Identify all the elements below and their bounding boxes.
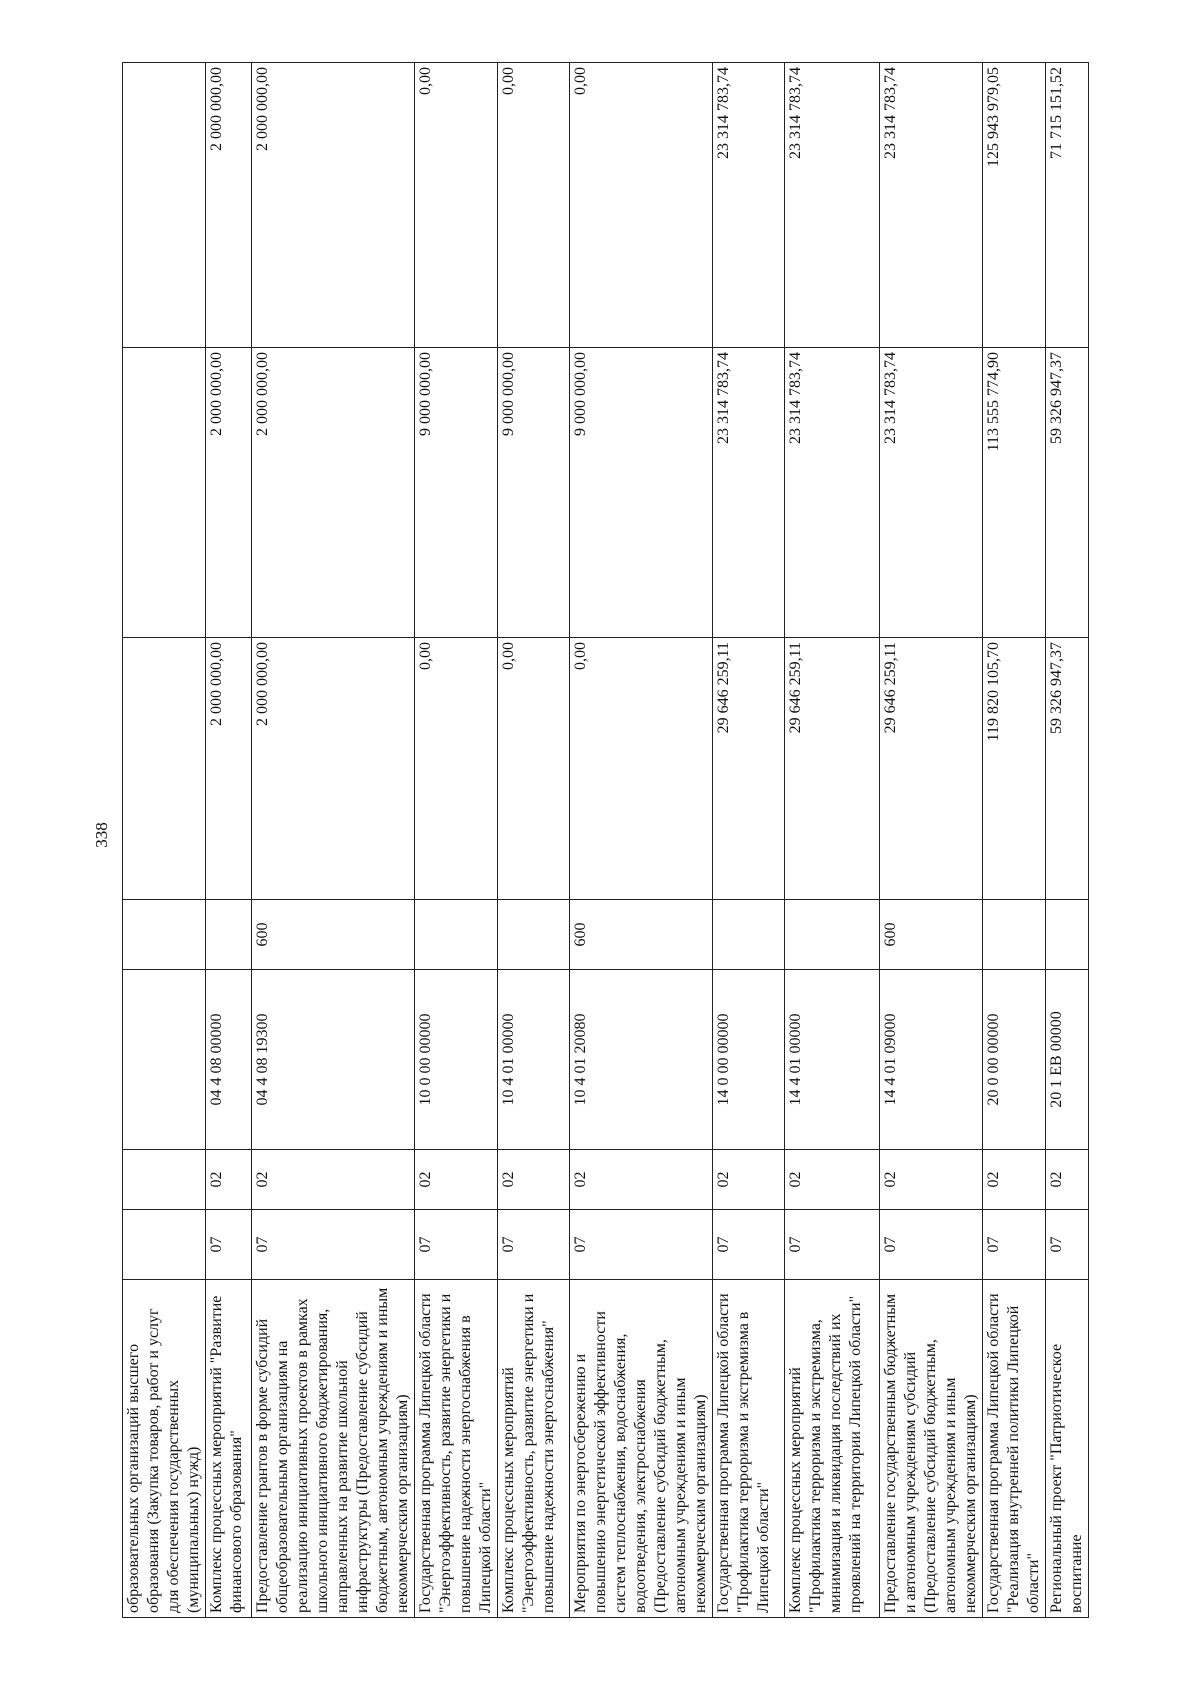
row-amount-year2: 23 314 783,74 (713, 348, 785, 638)
row-section-code: 02 (983, 1150, 1046, 1210)
row-target-article (123, 970, 206, 1150)
row-ved-code: 07 (880, 1210, 983, 1280)
row-name: образовательных организаций высшего образования (Закупка товаров, работ и услуг для обеспечения государственных (муниципальных) нужд) (123, 1280, 206, 1618)
row-amount-year1: 0,00 (498, 638, 570, 900)
row-amount-year1: 0,00 (570, 638, 713, 900)
row-section-code: 02 (498, 1150, 570, 1210)
row-name: Государственная программа Липецкой области "Профилактика терроризма и экстремизма в Липецкой области" (713, 1280, 785, 1618)
row-ved-code: 07 (498, 1210, 570, 1280)
row-amount-year1: 0,00 (415, 638, 498, 900)
row-expense-type: 600 (880, 900, 983, 970)
row-expense-type (498, 900, 570, 970)
row-ved-code: 07 (415, 1210, 498, 1280)
row-amount-year1: 59 326 947,37 (1046, 638, 1089, 900)
row-expense-type (415, 900, 498, 970)
row-target-article: 14 4 01 00000 (785, 970, 880, 1150)
row-section-code: 02 (880, 1150, 983, 1210)
row-amount-year2: 23 314 783,74 (785, 348, 880, 638)
row-ved-code: 07 (1046, 1210, 1089, 1280)
row-target-article: 14 4 01 09000 (880, 970, 983, 1150)
row-name: Предоставление государственным бюджетным и автономным учреждениям субсидий (Предоставление субсидий бюджетным, автономным учреждениям и иным некоммерческим организациям) (880, 1280, 983, 1618)
row-ved-code: 07 (252, 1210, 415, 1280)
table-row (785, 63, 880, 1618)
row-amount-year3: 2 000 000,00 (252, 63, 415, 348)
row-name: Мероприятия по энергосбережению и повышению энергетической эффективности систем теплоснабжения, водоснабжения, водоотведения, электроснабжения (Предоставление субсидий бюджетным, автономным учреждениям и иным некоммерческим организациям) (570, 1280, 713, 1618)
rotated-table-frame (122, 63, 1085, 1618)
row-amount-year1 (123, 638, 206, 900)
row-expense-type (206, 900, 252, 970)
table-row (498, 63, 570, 1618)
row-amount-year3: 23 314 783,74 (785, 63, 880, 348)
row-expense-type (123, 900, 206, 970)
row-section-code: 02 (415, 1150, 498, 1210)
row-expense-type: 600 (252, 900, 415, 970)
row-amount-year3: 71 715 151,52 (1046, 63, 1089, 348)
row-section-code: 02 (252, 1150, 415, 1210)
row-amount-year3: 2 000 000,00 (206, 63, 252, 348)
row-amount-year3: 23 314 783,74 (880, 63, 983, 348)
row-ved-code (123, 1210, 206, 1280)
row-amount-year3: 0,00 (415, 63, 498, 348)
row-amount-year2: 9 000 000,00 (570, 348, 713, 638)
table-row (983, 63, 1046, 1618)
row-amount-year3 (123, 63, 206, 348)
row-amount-year2: 23 314 783,74 (880, 348, 983, 638)
row-target-article: 14 0 00 00000 (713, 970, 785, 1150)
row-ved-code: 07 (983, 1210, 1046, 1280)
table-row (1046, 63, 1089, 1618)
row-amount-year3: 0,00 (570, 63, 713, 348)
row-amount-year2: 59 326 947,37 (1046, 348, 1089, 638)
row-amount-year3: 0,00 (498, 63, 570, 348)
row-name: Государственная программа Липецкой области "Реализация внутренней политики Липецкой области" (983, 1280, 1046, 1618)
row-name: Комплекс процессных мероприятий "Энергоэффективность, развитие энергетики и повышение надежности энергоснабжения" (498, 1280, 570, 1618)
table-body (123, 63, 1089, 1618)
table-row (252, 63, 415, 1618)
page-number: 338 (92, 822, 111, 848)
row-section-code: 02 (785, 1150, 880, 1210)
row-name: Государственная программа Липецкой области "Энергоэффективность, развитие энергетики и повышение надежности энергоснабжения в Липецкой области" (415, 1280, 498, 1618)
row-section-code: 02 (570, 1150, 713, 1210)
row-expense-type (713, 900, 785, 970)
row-expense-type (983, 900, 1046, 970)
row-amount-year2: 9 000 000,00 (415, 348, 498, 638)
row-amount-year1: 2 000 000,00 (206, 638, 252, 900)
row-amount-year1: 29 646 259,11 (785, 638, 880, 900)
row-name: Комплекс процессных мероприятий "Развитие финансового образования" (206, 1280, 252, 1618)
row-amount-year2 (123, 348, 206, 638)
table-row (713, 63, 785, 1618)
row-name: Региональный проект "Патриотическое воспитание (1046, 1280, 1089, 1618)
row-target-article: 10 4 01 00000 (498, 970, 570, 1150)
row-section-code: 02 (206, 1150, 252, 1210)
row-expense-type (785, 900, 880, 970)
row-amount-year1: 119 820 105,70 (983, 638, 1046, 900)
row-target-article: 04 4 08 19300 (252, 970, 415, 1150)
table-row (206, 63, 252, 1618)
row-ved-code: 07 (206, 1210, 252, 1280)
row-amount-year2: 113 555 774,90 (983, 348, 1046, 638)
table-row (570, 63, 713, 1618)
row-amount-year2: 9 000 000,00 (498, 348, 570, 638)
row-amount-year1: 29 646 259,11 (880, 638, 983, 900)
row-section-code: 02 (713, 1150, 785, 1210)
table-row (880, 63, 983, 1618)
row-amount-year1: 2 000 000,00 (252, 638, 415, 900)
row-amount-year2: 2 000 000,00 (206, 348, 252, 638)
row-ved-code: 07 (570, 1210, 713, 1280)
row-ved-code: 07 (785, 1210, 880, 1280)
row-target-article: 10 4 01 20080 (570, 970, 713, 1150)
row-amount-year2: 2 000 000,00 (252, 348, 415, 638)
row-target-article: 04 4 08 00000 (206, 970, 252, 1150)
row-target-article: 10 0 00 00000 (415, 970, 498, 1150)
row-expense-type (1046, 900, 1089, 970)
row-amount-year3: 23 314 783,74 (713, 63, 785, 348)
budget-table (122, 62, 1089, 1618)
row-section-code: 02 (1046, 1150, 1089, 1210)
table-row (123, 63, 206, 1618)
row-expense-type: 600 (570, 900, 713, 970)
row-amount-year3: 125 943 979,05 (983, 63, 1046, 348)
row-ved-code: 07 (713, 1210, 785, 1280)
row-name: Предоставление грантов в форме субсидий общеобразовательным организациям на реализацию инициативных проектов в рамках школьного инициативного бюджетирования, направленных на развитие школьной инфраструктуры (Предоставление субсидий бюджетным, автономным учреждениям и иным некоммерческим организациям) (252, 1280, 415, 1618)
row-target-article: 20 0 00 00000 (983, 970, 1046, 1150)
row-target-article: 20 1 ЕВ 00000 (1046, 970, 1089, 1150)
row-section-code (123, 1150, 206, 1210)
table-row (415, 63, 498, 1618)
row-name: Комплекс процессных мероприятий "Профилактика терроризма и экстремизма, минимизация и ликвидация последствий их проявлений на территории Липецкой области" (785, 1280, 880, 1618)
row-amount-year1: 29 646 259,11 (713, 638, 785, 900)
